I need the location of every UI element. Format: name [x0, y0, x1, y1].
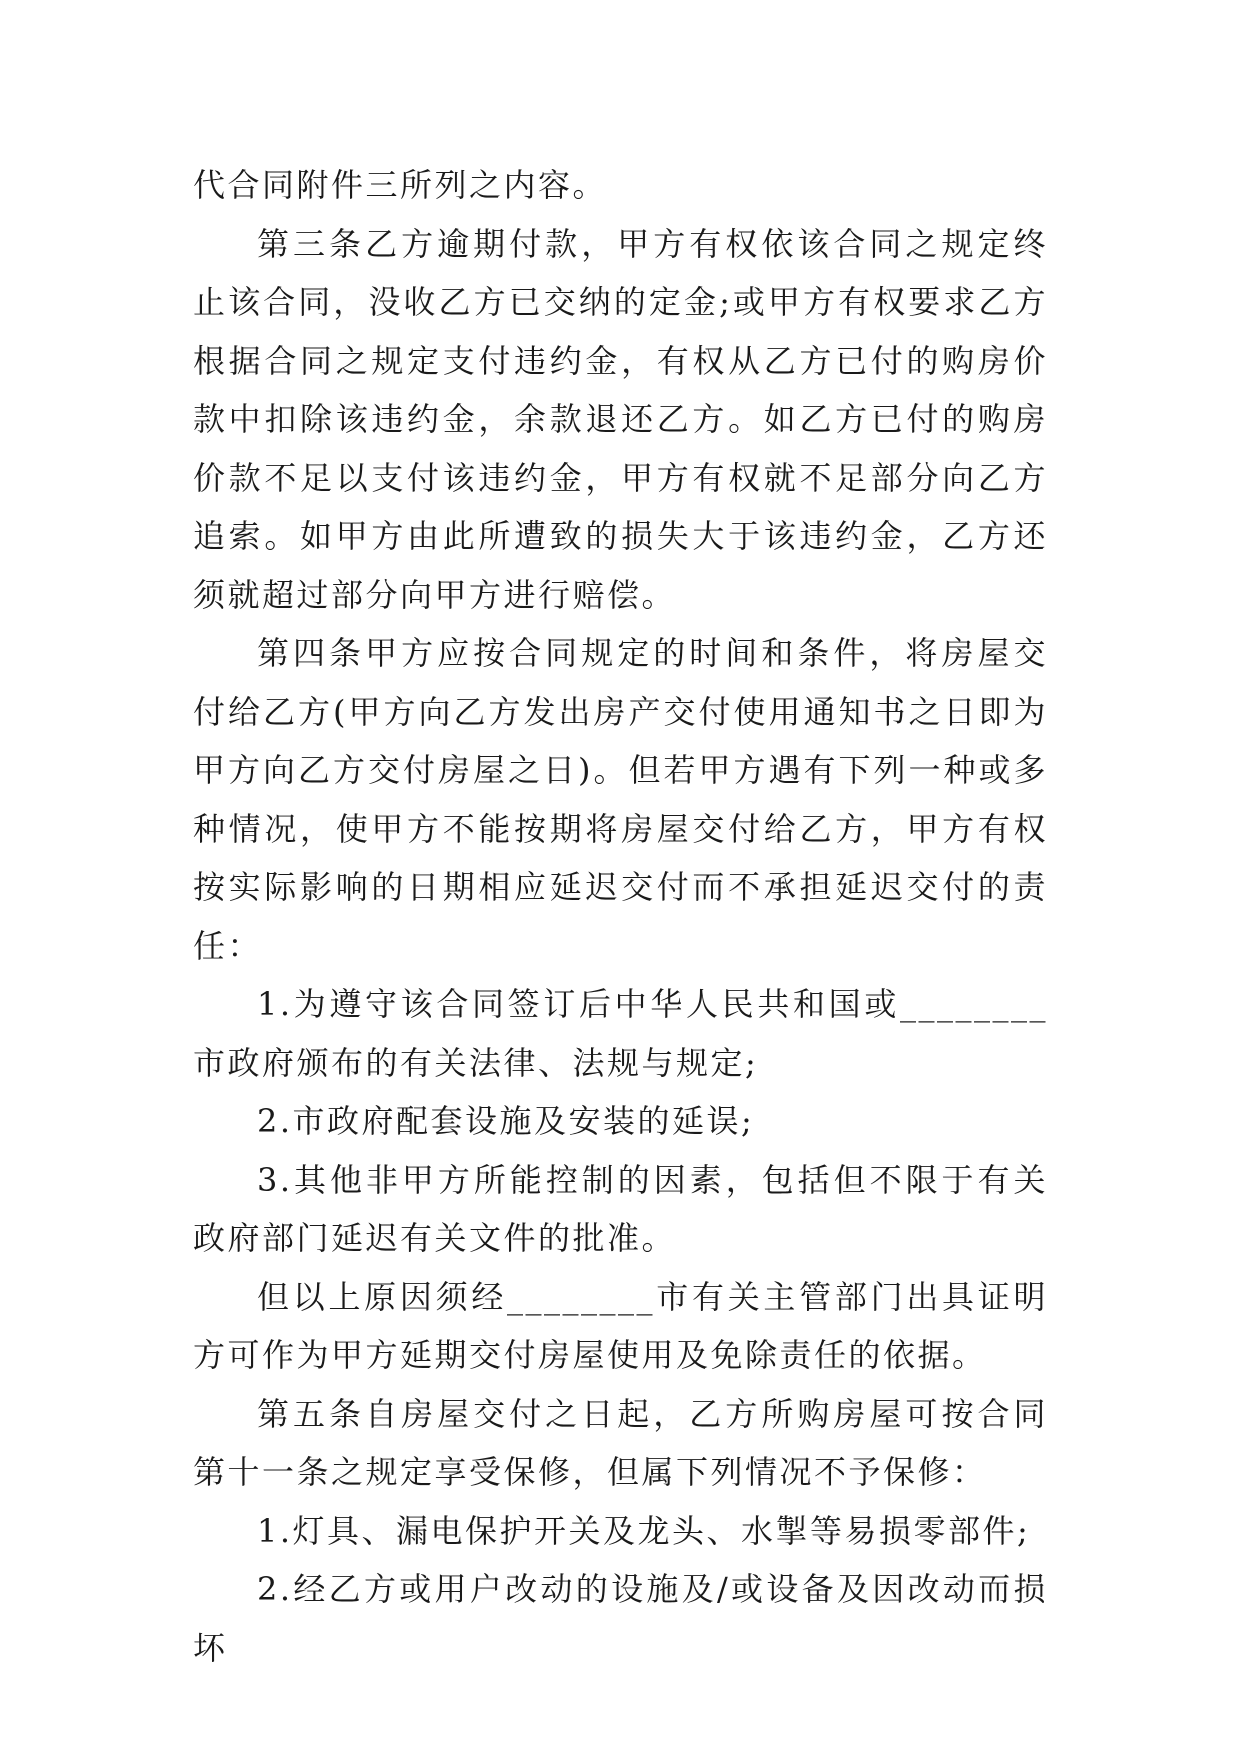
paragraph-article-4: 第四条甲方应按合同规定的时间和条件，将房屋交付给乙方(甲方向乙方发出房产交付使用通知书之日即为甲方向乙方交付房屋之日)。但若甲方遇有下列一种或多种情况，使甲方不能按期将房屋交付给乙方，甲方有权按实际影响的日期相应延迟交付而不承担延迟交付的责任： — [193, 634, 1048, 965]
paragraph-article-5: 第五条自房屋交付之日起，乙方所购房屋可按合同第十一条之规定享受保修，但属下列情况不予保修： — [193, 1394, 1048, 1491]
paragraph-article-5-item-2: 2.经乙方或用户改动的设施及/或设备及因改动而损坏 — [193, 1570, 1048, 1667]
paragraph-article-4-proviso: 但以上原因须经________市有关主管部门出具证明方可作为甲方延期交付房屋使用及免除责任的依据。 — [193, 1277, 1048, 1374]
paragraph-article-5-item-1: 1.灯具、漏电保护开关及龙头、水掣等易损零部件; — [257, 1511, 1031, 1550]
document-body — [193, 156, 1048, 1677]
paragraph-continuation: 代合同附件三所列之内容。 — [193, 166, 608, 204]
paragraph-article-4-item-3: 3.其他非甲方所能控制的因素，包括但不限于有关政府部门延迟有关文件的批准。 — [193, 1160, 1048, 1257]
paragraph-article-4-item-1: 1.为遵守该合同签订后中华人民共和国或________市政府颁布的有关法律、法规与规定; — [193, 985, 1048, 1082]
paragraph-article-3: 第三条乙方逾期付款，甲方有权依该合同之规定终止该合同，没收乙方已交纳的定金;或甲方有权要求乙方根据合同之规定支付违约金，有权从乙方已付的购房价款中扣除该违约金，余款退还乙方。如乙方已付的购房价款不足以支付该违约金，甲方有权就不足部分向乙方追索。如甲方由此所遭致的损失大于该违约金，乙方还须就超过部分向甲方进行赔偿。 — [193, 224, 1048, 614]
paragraph-article-4-item-2: 2.市政府配套设施及安装的延误; — [257, 1102, 755, 1140]
